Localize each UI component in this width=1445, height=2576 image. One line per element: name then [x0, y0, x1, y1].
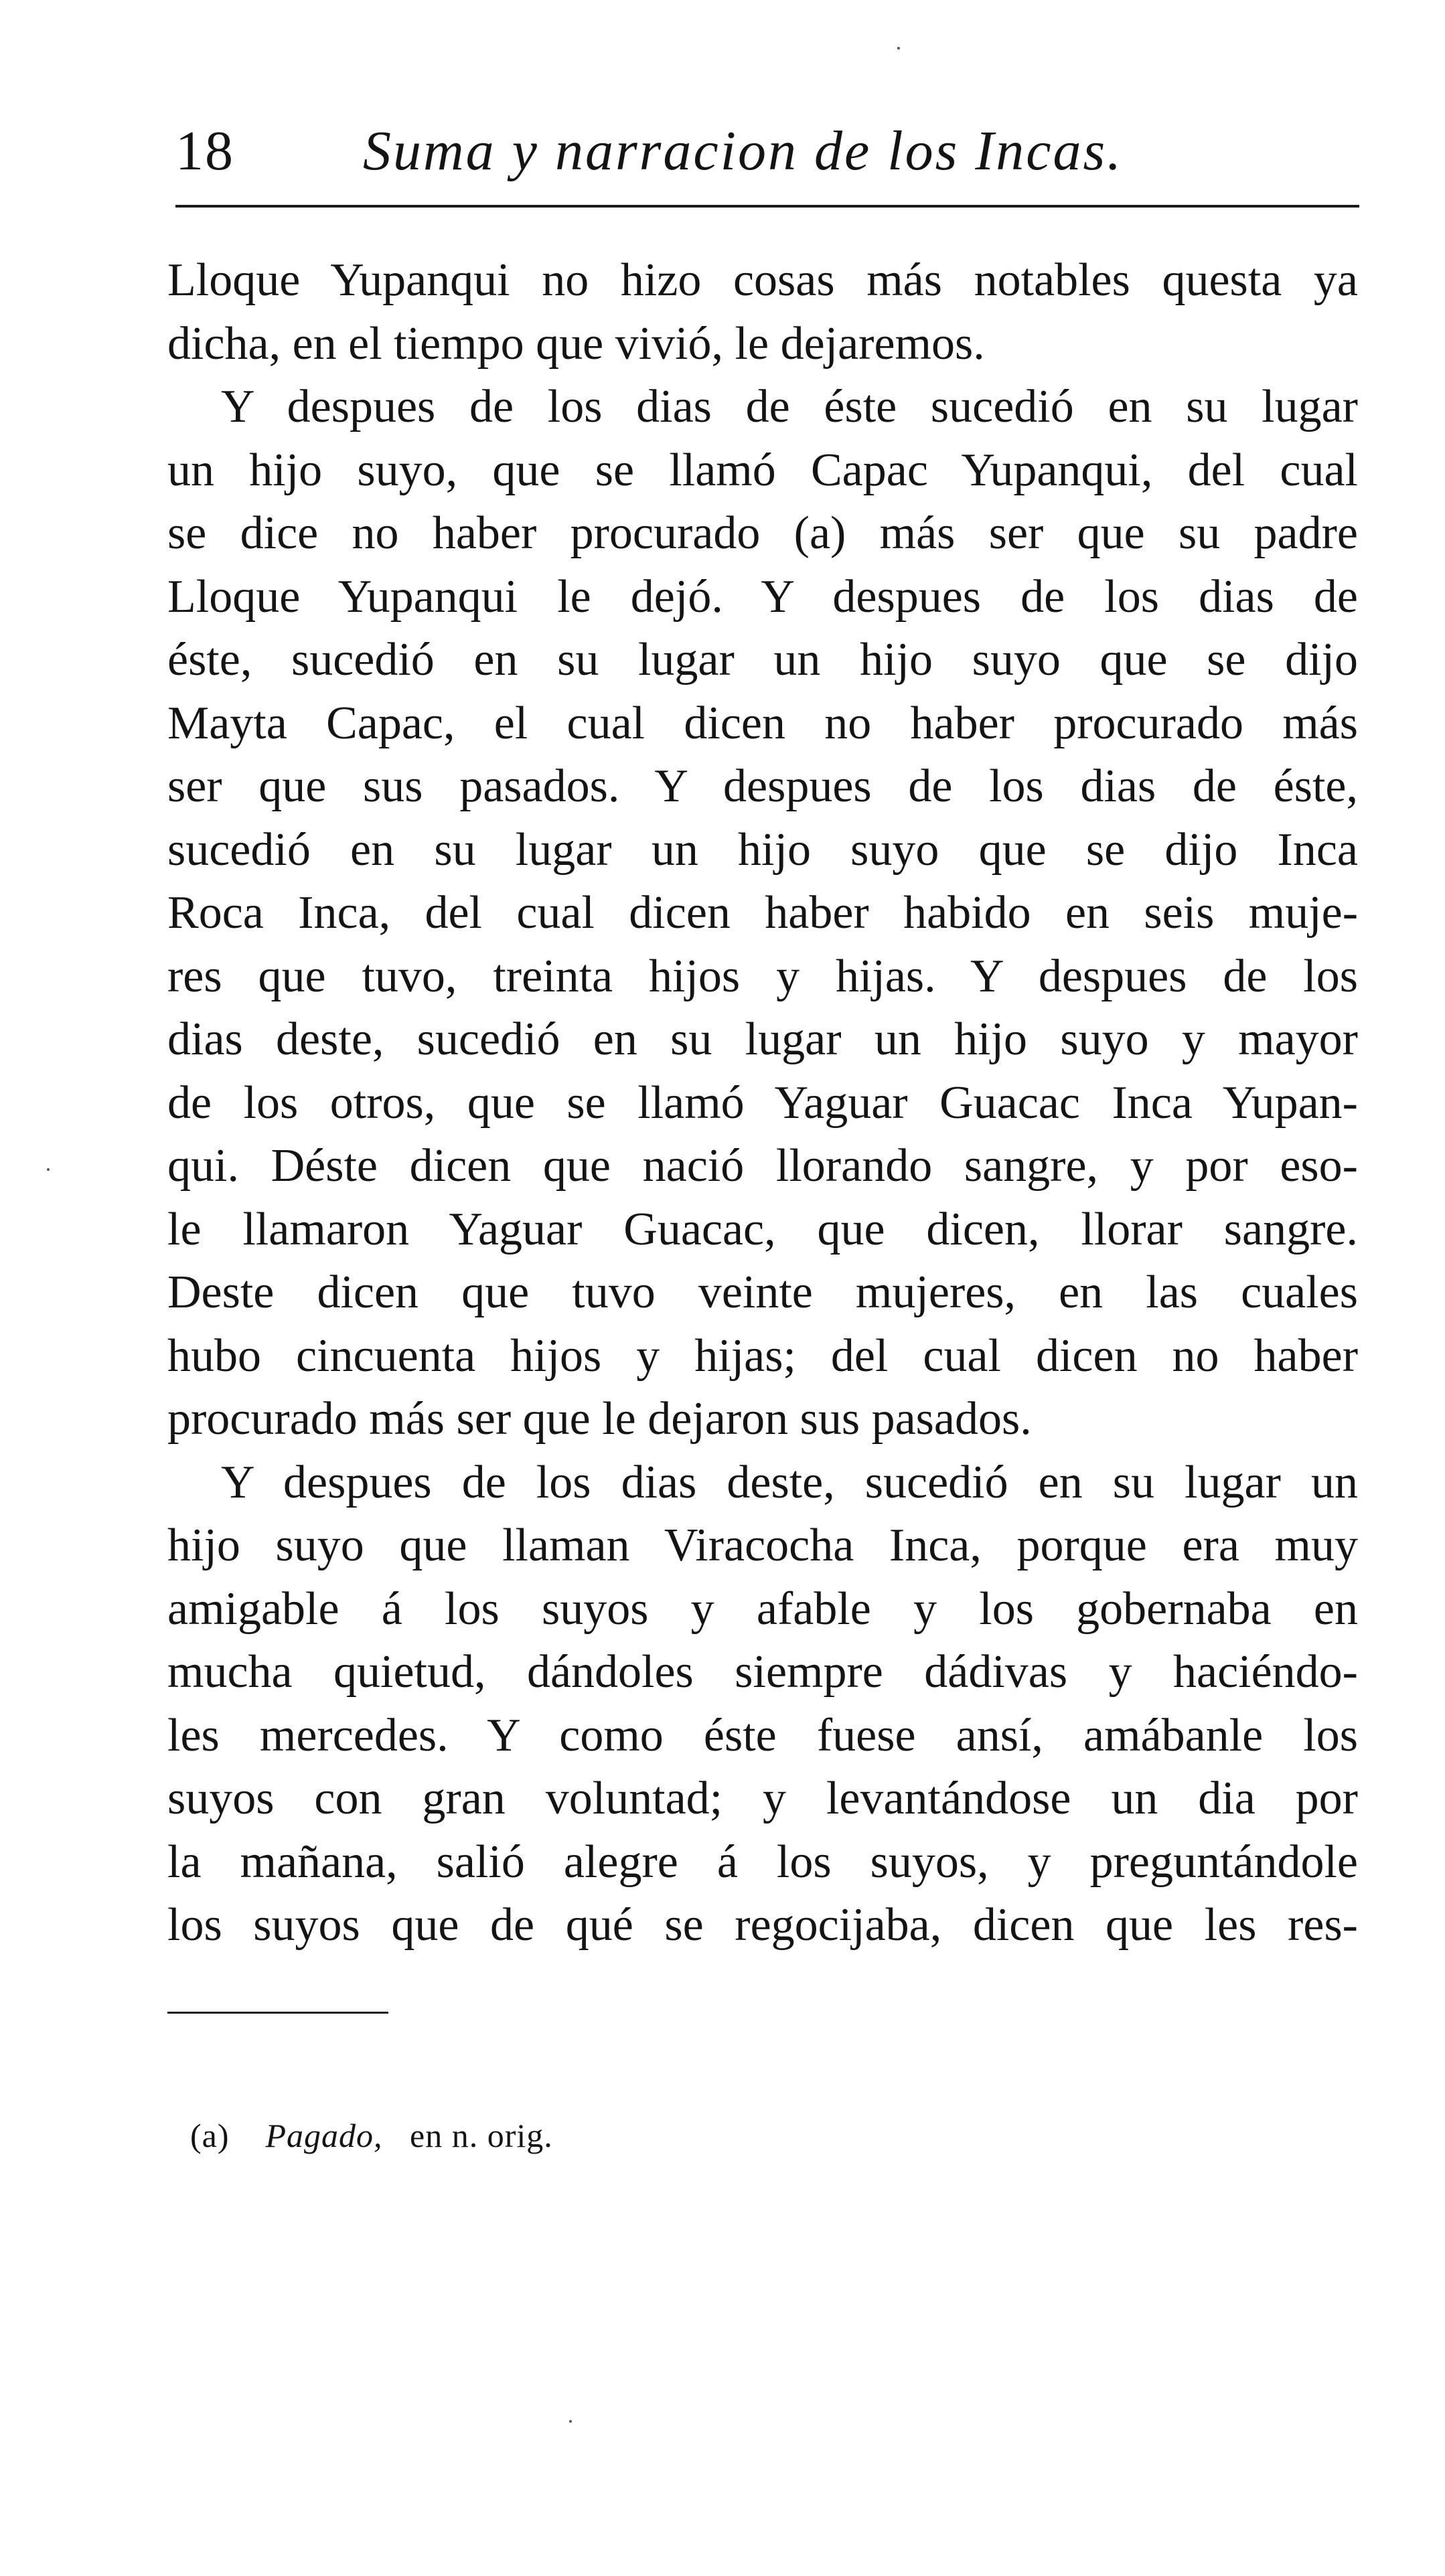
- ink-speck: [47, 1168, 50, 1171]
- text-line: le llamaron Yaguar Guacac, que dicen, llorar sangre.: [167, 1203, 1358, 1255]
- text-line: ser que sus pasados. Y despues de los dias de éste,: [167, 760, 1358, 812]
- footnote-text: en n. orig.: [410, 2117, 553, 2154]
- text-line: Lloque Yupanqui no hizo cosas más notables questa ya: [167, 254, 1358, 306]
- ink-speck: [569, 2420, 572, 2423]
- text-line: dicha, en el tiempo que vivió, le dejaremos.: [167, 317, 985, 370]
- text-line: suyos con gran voluntad; y levantándose un dia por: [167, 1773, 1358, 1824]
- footnote-italic-text: Pagado,: [265, 2117, 383, 2154]
- text-line: Deste dicen que tuvo veinte mujeres, en las cuales: [167, 1267, 1358, 1318]
- text-line: dias deste, sucedió en su lugar un hijo suyo y mayor: [167, 1014, 1358, 1065]
- text-line: les mercedes. Y como éste fuese ansí, amábanle los: [167, 1709, 1358, 1761]
- text-line: éste, sucedió en su lugar un hijo suyo que se dijo: [167, 634, 1358, 686]
- text-line: Roca Inca, del cual dicen haber habido en seis muje-: [167, 887, 1358, 939]
- body-text: [167, 249, 1358, 1957]
- text-line: res que tuvo, treinta hijos y hijas. Y despues de los: [167, 950, 1358, 1002]
- text-line: Lloque Yupanqui le dejó. Y despues de los dias de: [167, 570, 1358, 623]
- footnote-marker: (a): [190, 2117, 230, 2154]
- text-line: hijo suyo que llaman Viracocha Inca, porque era muy: [167, 1520, 1358, 1571]
- page-number: 18: [175, 120, 234, 182]
- text-line: amigable á los suyos y afable y los gobernaba en: [167, 1583, 1358, 1635]
- running-title: Suma y narracion de los Incas.: [363, 120, 1124, 182]
- ink-speck: [897, 47, 900, 50]
- footnote-rule: [167, 2012, 388, 2014]
- text-line: qui. Déste dicen que nació llorando sangre, y por eso-: [167, 1140, 1358, 1192]
- text-line: se dice no haber procurado (a) más ser que su padre: [167, 507, 1358, 559]
- text-line: de los otros, que se llamó Yaguar Guacac Inca Yupan-: [167, 1076, 1358, 1129]
- text-line: la mañana, salió alegre á los suyos, y preguntándole: [167, 1836, 1358, 1888]
- text-line: Y despues de los dias de éste sucedió en su lugar: [221, 381, 1358, 432]
- text-line: mucha quietud, dándoles siempre dádivas y haciéndo-: [167, 1646, 1358, 1698]
- text-line: los suyos que de qué se regocijaba, dicen que les res-: [167, 1899, 1358, 1951]
- text-line: Y despues de los dias deste, sucedió en su lugar un: [221, 1456, 1358, 1508]
- header-rule: [175, 205, 1359, 208]
- text-line: un hijo suyo, que se llamó Capac Yupanqui, del cual: [167, 444, 1358, 496]
- footnote: [190, 2112, 553, 2159]
- text-line: hubo cincuenta hijos y hijas; del cual dicen no haber: [167, 1330, 1358, 1382]
- running-head: [175, 111, 1359, 191]
- text-line: sucedió en su lugar un hijo suyo que se dijo Inca: [167, 823, 1358, 876]
- text-line: procurado más ser que le dejaron sus pasados.: [167, 1393, 1032, 1445]
- text-line: Mayta Capac, el cual dicen no haber procurado más: [167, 697, 1358, 749]
